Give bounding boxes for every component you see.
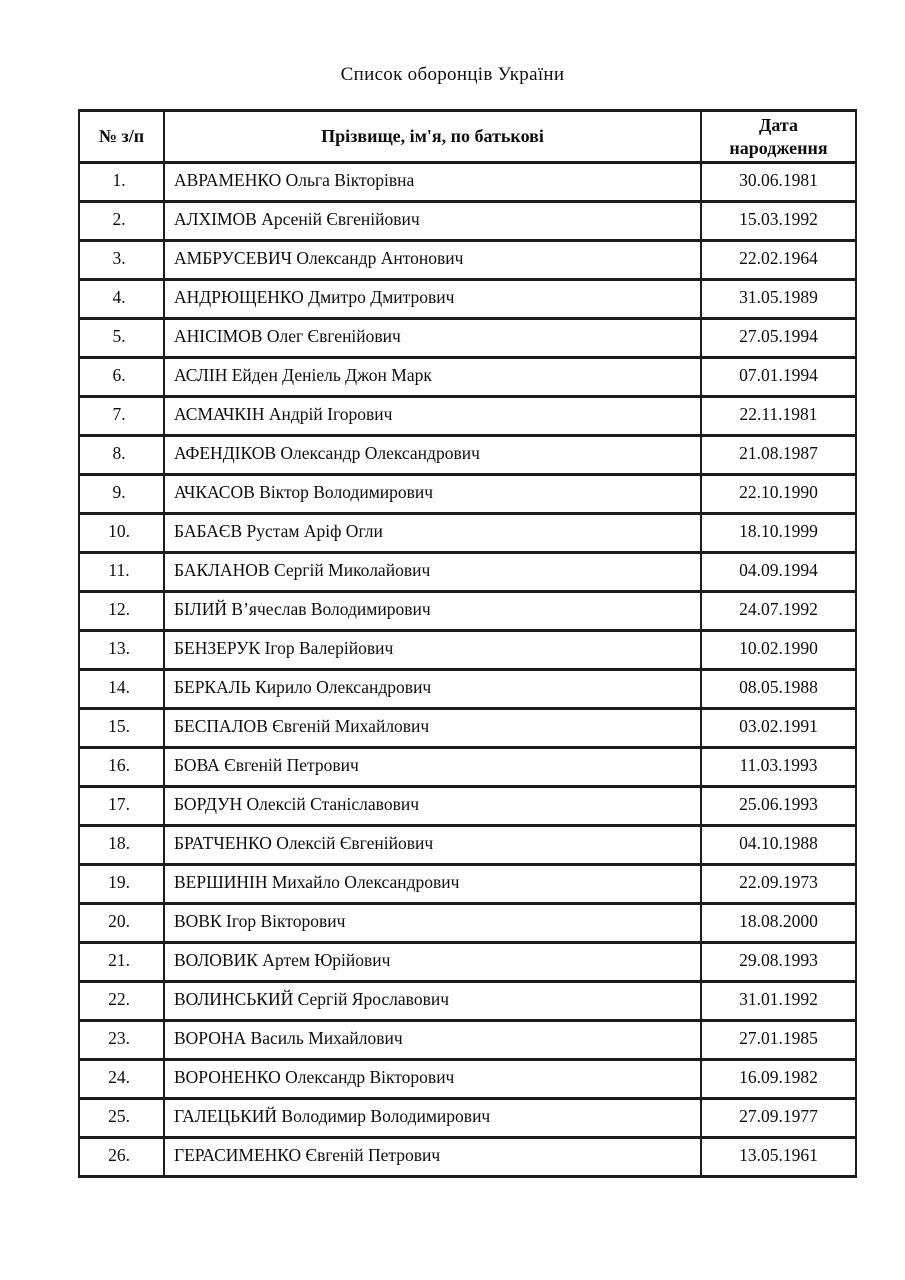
table-row xyxy=(79,514,856,553)
birth-date-cell: 31.05.1989 xyxy=(701,280,856,319)
table-row xyxy=(79,748,856,787)
table-header-row xyxy=(79,111,856,163)
person-name-cell: БОВА Євгеній Петрович xyxy=(164,748,701,787)
table-row xyxy=(79,163,856,202)
birth-date-cell: 29.08.1993 xyxy=(701,943,856,982)
birth-date-cell: 27.09.1977 xyxy=(701,1099,856,1138)
person-name-cell: БЕСПАЛОВ Євгеній Михайлович xyxy=(164,709,701,748)
row-number-cell: 10. xyxy=(79,514,164,553)
person-name-cell: ГАЛЕЦЬКИЙ Володимир Володимирович xyxy=(164,1099,701,1138)
row-number-cell: 15. xyxy=(79,709,164,748)
table-row xyxy=(79,397,856,436)
table-row xyxy=(79,1138,856,1177)
table-row xyxy=(79,982,856,1021)
table-row xyxy=(79,319,856,358)
person-name-cell: АНІСІМОВ Олег Євгенійович xyxy=(164,319,701,358)
birth-date-cell: 22.02.1964 xyxy=(701,241,856,280)
table-row xyxy=(79,631,856,670)
person-name-cell: АЧКАСОВ Віктор Володимирович xyxy=(164,475,701,514)
column-header-birth-date: Дата народження xyxy=(701,111,856,163)
person-name-cell: БЕРКАЛЬ Кирило Олександрович xyxy=(164,670,701,709)
row-number-cell: 2. xyxy=(79,202,164,241)
birth-date-cell: 25.06.1993 xyxy=(701,787,856,826)
row-number-cell: 19. xyxy=(79,865,164,904)
person-name-cell: БОРДУН Олексій Станіславович xyxy=(164,787,701,826)
birth-date-cell: 04.09.1994 xyxy=(701,553,856,592)
birth-date-cell: 07.01.1994 xyxy=(701,358,856,397)
row-number-cell: 13. xyxy=(79,631,164,670)
birth-date-cell: 08.05.1988 xyxy=(701,670,856,709)
table-row xyxy=(79,1060,856,1099)
birth-date-cell: 22.10.1990 xyxy=(701,475,856,514)
birth-date-cell: 30.06.1981 xyxy=(701,163,856,202)
person-name-cell: ВЕРШИНІН Михайло Олександрович xyxy=(164,865,701,904)
table-row xyxy=(79,202,856,241)
person-name-cell: БАКЛАНОВ Сергій Миколайович xyxy=(164,553,701,592)
row-number-cell: 4. xyxy=(79,280,164,319)
birth-date-cell: 21.08.1987 xyxy=(701,436,856,475)
table-row xyxy=(79,475,856,514)
table-row xyxy=(79,670,856,709)
birth-date-cell: 03.02.1991 xyxy=(701,709,856,748)
birth-date-cell: 10.02.1990 xyxy=(701,631,856,670)
defenders-table xyxy=(78,109,857,1178)
table-body xyxy=(79,163,856,1177)
person-name-cell: АЛХІМОВ Арсеній Євгенійович xyxy=(164,202,701,241)
birth-date-cell: 27.05.1994 xyxy=(701,319,856,358)
person-name-cell: АМБРУСЕВИЧ Олександр Антонович xyxy=(164,241,701,280)
person-name-cell: БІЛИЙ В’ячеслав Володимирович xyxy=(164,592,701,631)
row-number-cell: 6. xyxy=(79,358,164,397)
birth-date-cell: 13.05.1961 xyxy=(701,1138,856,1177)
birth-date-cell: 18.08.2000 xyxy=(701,904,856,943)
row-number-cell: 16. xyxy=(79,748,164,787)
person-name-cell: АНДРЮЩЕНКО Дмитро Дмитрович xyxy=(164,280,701,319)
table-row xyxy=(79,865,856,904)
person-name-cell: ВОЛИНСЬКИЙ Сергій Ярославович xyxy=(164,982,701,1021)
birth-date-cell: 15.03.1992 xyxy=(701,202,856,241)
table-row xyxy=(79,553,856,592)
row-number-cell: 25. xyxy=(79,1099,164,1138)
table-row xyxy=(79,280,856,319)
birth-date-cell: 24.07.1992 xyxy=(701,592,856,631)
person-name-cell: ВОВК Ігор Вікторович xyxy=(164,904,701,943)
person-name-cell: ВОЛОВИК Артем Юрійович xyxy=(164,943,701,982)
row-number-cell: 12. xyxy=(79,592,164,631)
row-number-cell: 3. xyxy=(79,241,164,280)
person-name-cell: АСЛІН Ейден Деніель Джон Марк xyxy=(164,358,701,397)
table-row xyxy=(79,1099,856,1138)
table-row xyxy=(79,436,856,475)
row-number-cell: 17. xyxy=(79,787,164,826)
row-number-cell: 18. xyxy=(79,826,164,865)
table-row xyxy=(79,826,856,865)
table-row xyxy=(79,592,856,631)
row-number-cell: 14. xyxy=(79,670,164,709)
column-header-number: № з/п xyxy=(79,111,164,163)
person-name-cell: БЕНЗЕРУК Ігор Валерійович xyxy=(164,631,701,670)
table-row xyxy=(79,709,856,748)
table-row xyxy=(79,943,856,982)
column-header-full-name: Прізвище, ім'я, по батькові xyxy=(164,111,701,163)
birth-date-cell: 22.09.1973 xyxy=(701,865,856,904)
person-name-cell: ВОРОНА Василь Михайлович xyxy=(164,1021,701,1060)
person-name-cell: АФЕНДІКОВ Олександр Олександрович xyxy=(164,436,701,475)
row-number-cell: 5. xyxy=(79,319,164,358)
row-number-cell: 22. xyxy=(79,982,164,1021)
row-number-cell: 24. xyxy=(79,1060,164,1099)
row-number-cell: 1. xyxy=(79,163,164,202)
person-name-cell: ГЕРАСИМЕНКО Євгеній Петрович xyxy=(164,1138,701,1177)
person-name-cell: АВРАМЕНКО Ольга Вікторівна xyxy=(164,163,701,202)
person-name-cell: ВОРОНЕНКО Олександр Вікторович xyxy=(164,1060,701,1099)
birth-date-cell: 31.01.1992 xyxy=(701,982,856,1021)
row-number-cell: 23. xyxy=(79,1021,164,1060)
row-number-cell: 9. xyxy=(79,475,164,514)
table-row xyxy=(79,787,856,826)
document-title: Список оборонців України xyxy=(340,64,565,85)
birth-date-cell: 11.03.1993 xyxy=(701,748,856,787)
person-name-cell: БАБАЄВ Рустам Аріф Огли xyxy=(164,514,701,553)
birth-date-cell: 18.10.1999 xyxy=(701,514,856,553)
row-number-cell: 26. xyxy=(79,1138,164,1177)
row-number-cell: 21. xyxy=(79,943,164,982)
row-number-cell: 11. xyxy=(79,553,164,592)
birth-date-cell: 16.09.1982 xyxy=(701,1060,856,1099)
person-name-cell: БРАТЧЕНКО Олексій Євгенійович xyxy=(164,826,701,865)
birth-date-cell: 27.01.1985 xyxy=(701,1021,856,1060)
birth-date-cell: 04.10.1988 xyxy=(701,826,856,865)
table-row xyxy=(79,904,856,943)
birth-date-cell: 22.11.1981 xyxy=(701,397,856,436)
table-row xyxy=(79,1021,856,1060)
table-row xyxy=(79,358,856,397)
row-number-cell: 8. xyxy=(79,436,164,475)
row-number-cell: 7. xyxy=(79,397,164,436)
row-number-cell: 20. xyxy=(79,904,164,943)
table-row xyxy=(79,241,856,280)
person-name-cell: АСМАЧКІН Андрій Ігорович xyxy=(164,397,701,436)
